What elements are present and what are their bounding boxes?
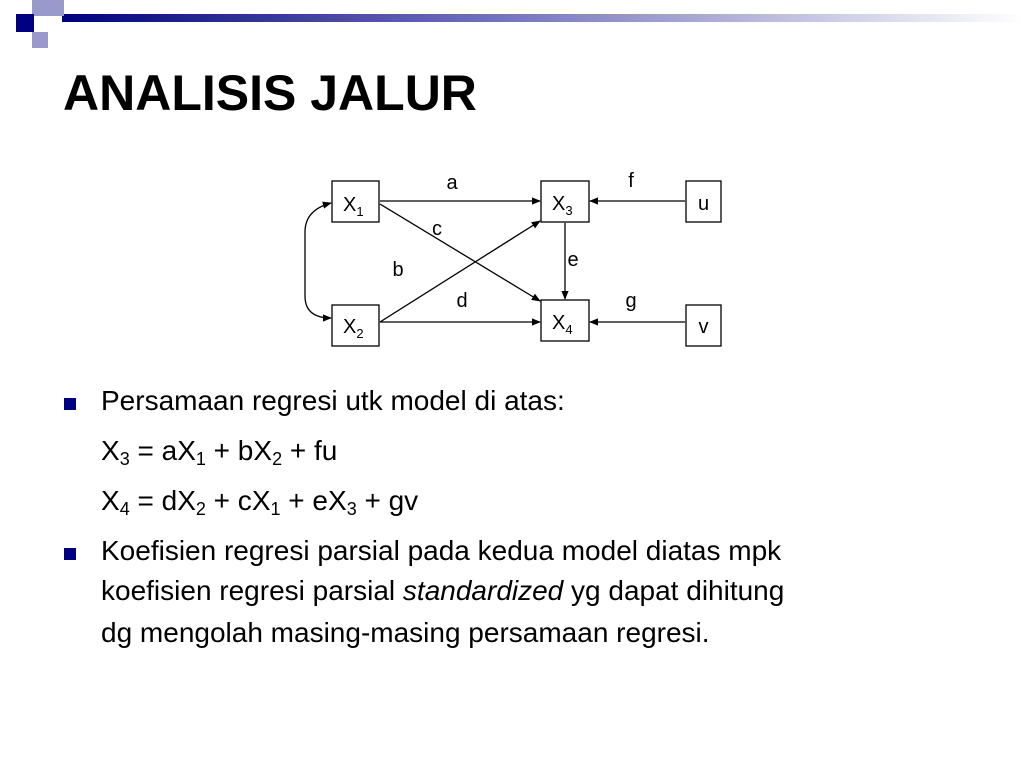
svg-text:X4: $X_4$ — [552, 312, 573, 337]
bullet-square-icon — [64, 548, 76, 560]
node-u — [686, 181, 721, 222]
node-x4 — [541, 300, 589, 341]
svg-text:X3: $X_3$ — [552, 193, 573, 218]
node-x1 — [332, 181, 379, 222]
slide-title: ANALISIS JALUR — [63, 65, 477, 121]
path-label-d: d — [456, 290, 468, 312]
svg-text:v: v — [698, 316, 709, 338]
path-label-b: b — [392, 259, 404, 281]
node-x3 — [541, 181, 589, 222]
node-v — [686, 305, 721, 346]
svg-text:u: u — [697, 193, 710, 215]
path-label-a: a — [446, 172, 458, 194]
path-label-f: f — [628, 170, 634, 192]
path-label-g: g — [625, 290, 637, 312]
svg-text:X1: $X_1$ — [343, 194, 364, 219]
arrow-c — [380, 204, 540, 301]
node-x2 — [332, 305, 379, 346]
bullet-text-1: Persamaan regresi utk model di atas: — [101, 385, 565, 416]
bullet-square-icon — [64, 398, 76, 410]
path-label-e: e — [567, 249, 579, 271]
correlation-arrow — [305, 203, 331, 318]
svg-text:X2: $X_2$ — [343, 316, 364, 341]
bullet-text-2-line-1: Koefisien regresi parsial pada kedua model diatas mpk — [101, 535, 782, 566]
path-label-c: c — [432, 218, 442, 240]
